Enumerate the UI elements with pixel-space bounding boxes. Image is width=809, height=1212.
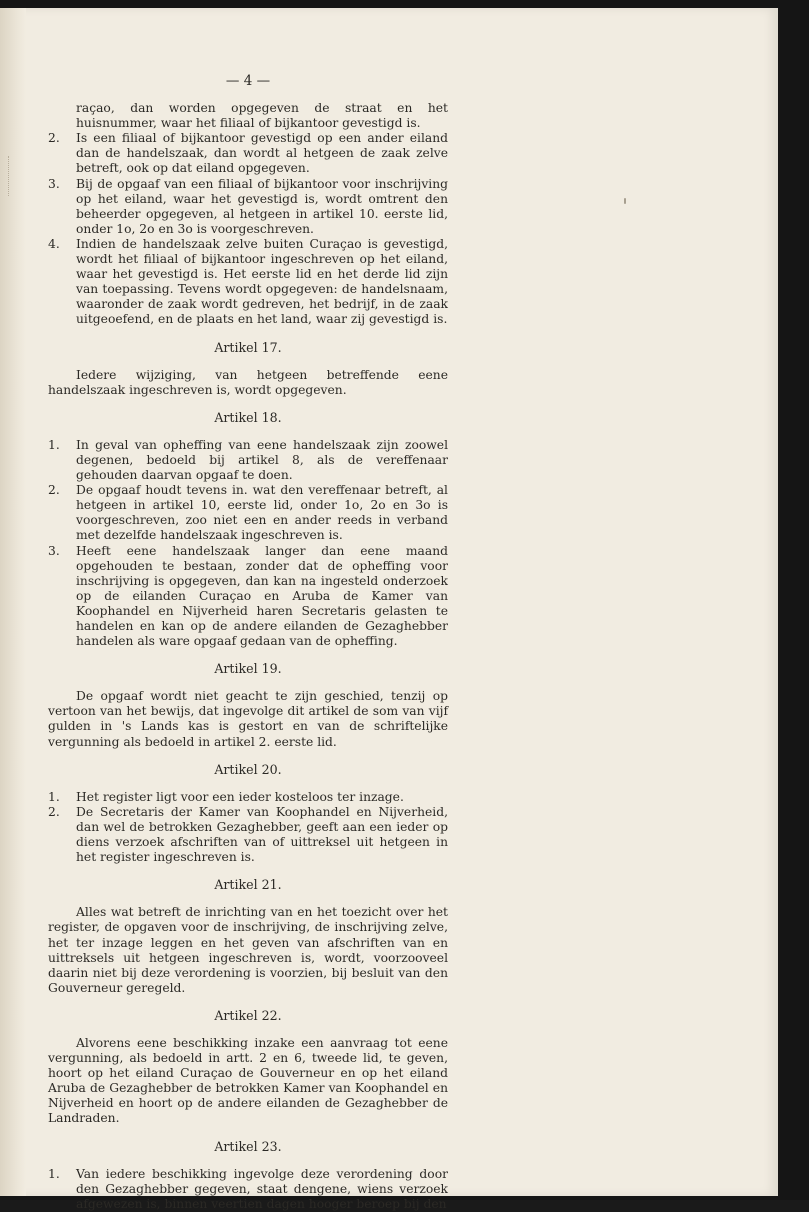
list-item [48, 805, 448, 865]
item-text: Bij de opgaaf van een filiaal of bijkantoor voor inschrijving op het eiland, waar het gevestigd is, wordt omtrent den beheerder opgegeven, al hetgeen in artikel 10. eerste lid, onder 1o, 2o en 3o is voorgeschreven. [76, 176, 448, 236]
item-text: Is een filiaal of bijkantoor gevestigd op een ander eiland dan de handelszaak, dan wordt al hetgeen de zaak zelve betreft, ook op dat eiland opgegeven. [76, 131, 448, 176]
article-heading: Artikel 21. [214, 877, 282, 893]
page-text [48, 74, 448, 1212]
item-number: 3. [48, 543, 60, 558]
article-heading: Artikel 17. [214, 339, 282, 355]
item-number: 1. [48, 437, 60, 452]
item-text: Indien de handelszaak zelve buiten Curaçao is gevestigd, wordt het filiaal of bijkantoor ingeschreven op het eiland, waar het gevestigd is. Het eerste lid en het derde lid zijn van toepassing. Tevens wordt opgegeven: de handelsnaam, waaronder de zaak wordt gedreven, het bedrijf, in de zaak uitgeoefend, en de plaats en het land, waar zij gevestigd is. [76, 236, 448, 327]
item-number: 2. [48, 804, 60, 819]
article-paragraph: Alles wat betreft de inrichting van en het toezicht over het register, de opgaven voor de inschrijving, de inschrijving zelve, het ter inzage leggen en het geven van afschriften van en uittreksels uit hetgeen ingeschreven is, wordt, voorzooveel daarin niet bij deze verordening is voorzien, bij besluit van den Gouverneur geregeld. [48, 905, 448, 995]
page-number: — 4 — [225, 73, 271, 89]
article-heading: Artikel 20. [214, 761, 282, 777]
article-paragraph: Alvorens eene beschikking inzake een aanvraag tot eene vergunning, als bedoeld in artt. 2 en 6, tweede lid, te geven, hoort op het eiland Curaçao de Gouverneur en op het eiland Aruba de Gezaghebber de betrokken Kamer van Koophandel en Nijverheid en hoort op de andere eilanden de Gezaghebber de Landraden. [48, 1035, 448, 1126]
item-number: 3. [48, 176, 60, 191]
stray-mark [624, 198, 626, 204]
margin-mark [8, 156, 15, 196]
list-item [48, 1167, 448, 1212]
list-item [48, 131, 448, 176]
list-item [48, 177, 448, 237]
article-paragraph: De opgaaf wordt niet geacht te zijn geschied, tenzij op vertoon van het bewijs, dat ingevolge dit artikel de som van vijf gulden in 's Lands kas is gestort en van de schriftelijke vergunning als bedoeld in artikel 2. eerste lid. [48, 689, 448, 749]
list-item [48, 237, 448, 328]
item-text: Van iedere beschikking ingevolge deze verordening door den Gezaghebber gegeven, staat dengene, wiens verzoek afgewezen is, binnen veertien dagen hooger beroep bij den [76, 1166, 448, 1211]
item-text: De Secretaris der Kamer van Koophandel en Nijverheid, dan wel de betrokken Gezaghebber, geeft aan een ieder op diens verzoek afschriften van of uittreksel uit hetgeen in het register ingeschreven is. [76, 804, 448, 865]
item-text: In geval van opheffing van eene handelszaak zijn zoowel degenen, bedoeld bij artikel 8, als de vereffenaar gehouden daarvan opgaaf te doen. [76, 437, 448, 483]
article-heading: Artikel 18. [214, 409, 282, 425]
article-paragraph: Iedere wijziging, van hetgeen betreffende eene handelszaak ingeschreven is, wordt opgegeven. [48, 367, 448, 397]
item-text: Het register ligt voor een ieder kosteloos ter inzage. [76, 789, 404, 804]
item-text: De opgaaf houdt tevens in. wat den vereffenaar betreft, al hetgeen in artikel 10, eerste lid, onder 1o, 2o en 3o is voorgeschreven, zoo niet een en ander reeds in verband met dezelfde handelszaak ingeschreven is. [76, 483, 448, 543]
item-number: 1. [48, 1166, 60, 1181]
item-number: 2. [48, 483, 60, 498]
article-heading: Artikel 19. [214, 661, 282, 677]
item-number: 2. [48, 131, 60, 146]
item-text: Heeft eene handelszaak langer dan eene maand opgehouden te bestaan, zonder dat de opheffing voor inschrijving is opgegeven, dan kan na ingesteld onderzoek op de eilanden Curaçao en Aruba de Kamer van Koophandel en Nijverheid haren Secretaris gelasten te handelen en kan op de andere eilanden de Gezaghebber handelen als ware opgaaf gedaan van de opheffing. [76, 543, 448, 649]
continued-item-text: raçao, dan worden opgegeven de straat en het huisnummer, waar het filiaal of bijkantoor gevestigd is. [76, 101, 448, 131]
list-item [48, 544, 448, 650]
document-page [0, 8, 778, 1211]
item-number: 1. [48, 789, 60, 804]
item-number: 4. [48, 236, 60, 251]
article-heading: Artikel 23. [214, 1138, 282, 1154]
list-item [48, 790, 448, 805]
list-item [48, 483, 448, 543]
list-item [48, 438, 448, 483]
article-heading: Artikel 22. [214, 1007, 282, 1023]
